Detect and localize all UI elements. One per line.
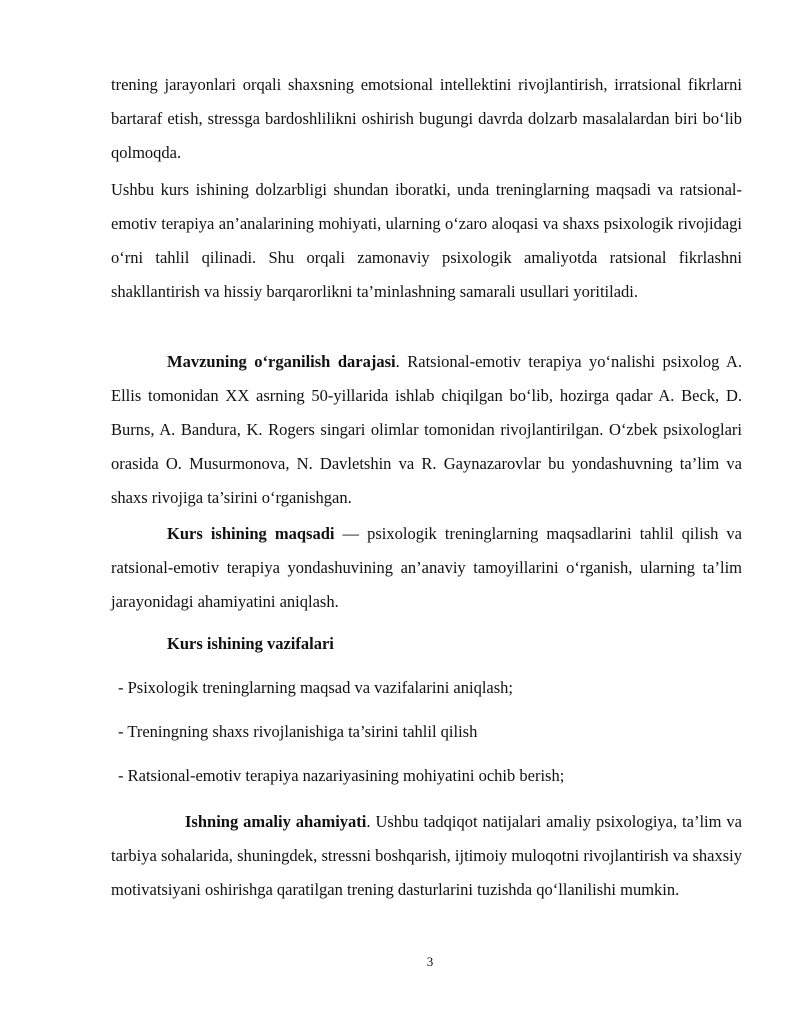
task-item: - Ratsional-emotiv terapiya nazariyasining mohiyatini ochib berish;: [118, 766, 565, 785]
paragraph-study-level: [111, 345, 742, 515]
paragraph-relevance: Ushbu kurs ishining dolzarbligi shundan iboratki, unda treninglarning maqsadi va ratsional-emotiv terapiya an’analarining mohiyati, ularning o‘zaro aloqasi va shaxs psixologik rivojidagi o‘rni tahlil qilinadi. Shu orqali zamonaviy psixologik amaliyotda ratsional fikrlashni shakllantirish va hissiy barqarorlikni ta’minlashning samarali usullari yoritiladi.: [111, 180, 742, 301]
heading-practical-significance: Ishning amaliy ahamiyati: [185, 812, 367, 831]
study-level-text: . Ratsional-emotiv terapiya yo‘nalishi psixolog A. Ellis tomonidan XX asrning 50-yillarida ishlab chiqilgan bo‘lib, hozirga qadar A. Beck, D. Burns, A. Bandura, K. Rogers singari olimlar tomonidan rivojlantirilgan. O‘zbek psixologlari orasida O. Musurmonova, N. Davletshin va R. Gaynazarovlar bu yondashuvning ta’lim va shaxs rivojiga ta’sirini o‘rganishgan.: [111, 352, 743, 507]
heading-study-level: Mavzuning o‘rganilish darajasi: [167, 352, 396, 371]
practical-significance-text: . Ushbu tadqiqot natijalari amaliy psixologiya, ta’lim va tarbiya sohalarida, shuningdek, stressni boshqarish, ijtimoiy muloqotni rivojlantirish va shaxsiy motivatsiyani oshirishga qaratilgan trening dasturlarini tuzishda qo‘llanilishi mumkin.: [111, 812, 742, 899]
paragraph-goal: [111, 517, 742, 619]
goal-text: — psixologik treninglarning maqsadlarini tahlil qilish va ratsional-emotiv terapiya yondashuvining an’anaviy tamoyillarini o‘rganish, ularning ta’lim jarayonidagi ahamiyatini aniqlash.: [111, 524, 743, 611]
page-number: 3: [426, 954, 434, 969]
heading-goal: Kurs ishining maqsadi: [167, 524, 335, 543]
task-item: - Psixologik treninglarning maqsad va vazifalarini aniqlash;: [118, 678, 513, 697]
paragraph-practical-significance: [111, 805, 742, 907]
paragraph-intro-continuation: trening jarayonlari orqali shaxsning emotsional intellektini rivojlantirish, irratsional fikrlarni bartaraf etish, stressga bardoshlilikni oshirish bugungi davrda dolzarb masalalardan biri bo‘lib qolmoqda.: [111, 75, 742, 162]
task-item: - Treningning shaxs rivojlanishiga ta’sirini tahlil qilish: [118, 722, 478, 741]
heading-tasks: Kurs ishining vazifalari: [167, 634, 334, 653]
